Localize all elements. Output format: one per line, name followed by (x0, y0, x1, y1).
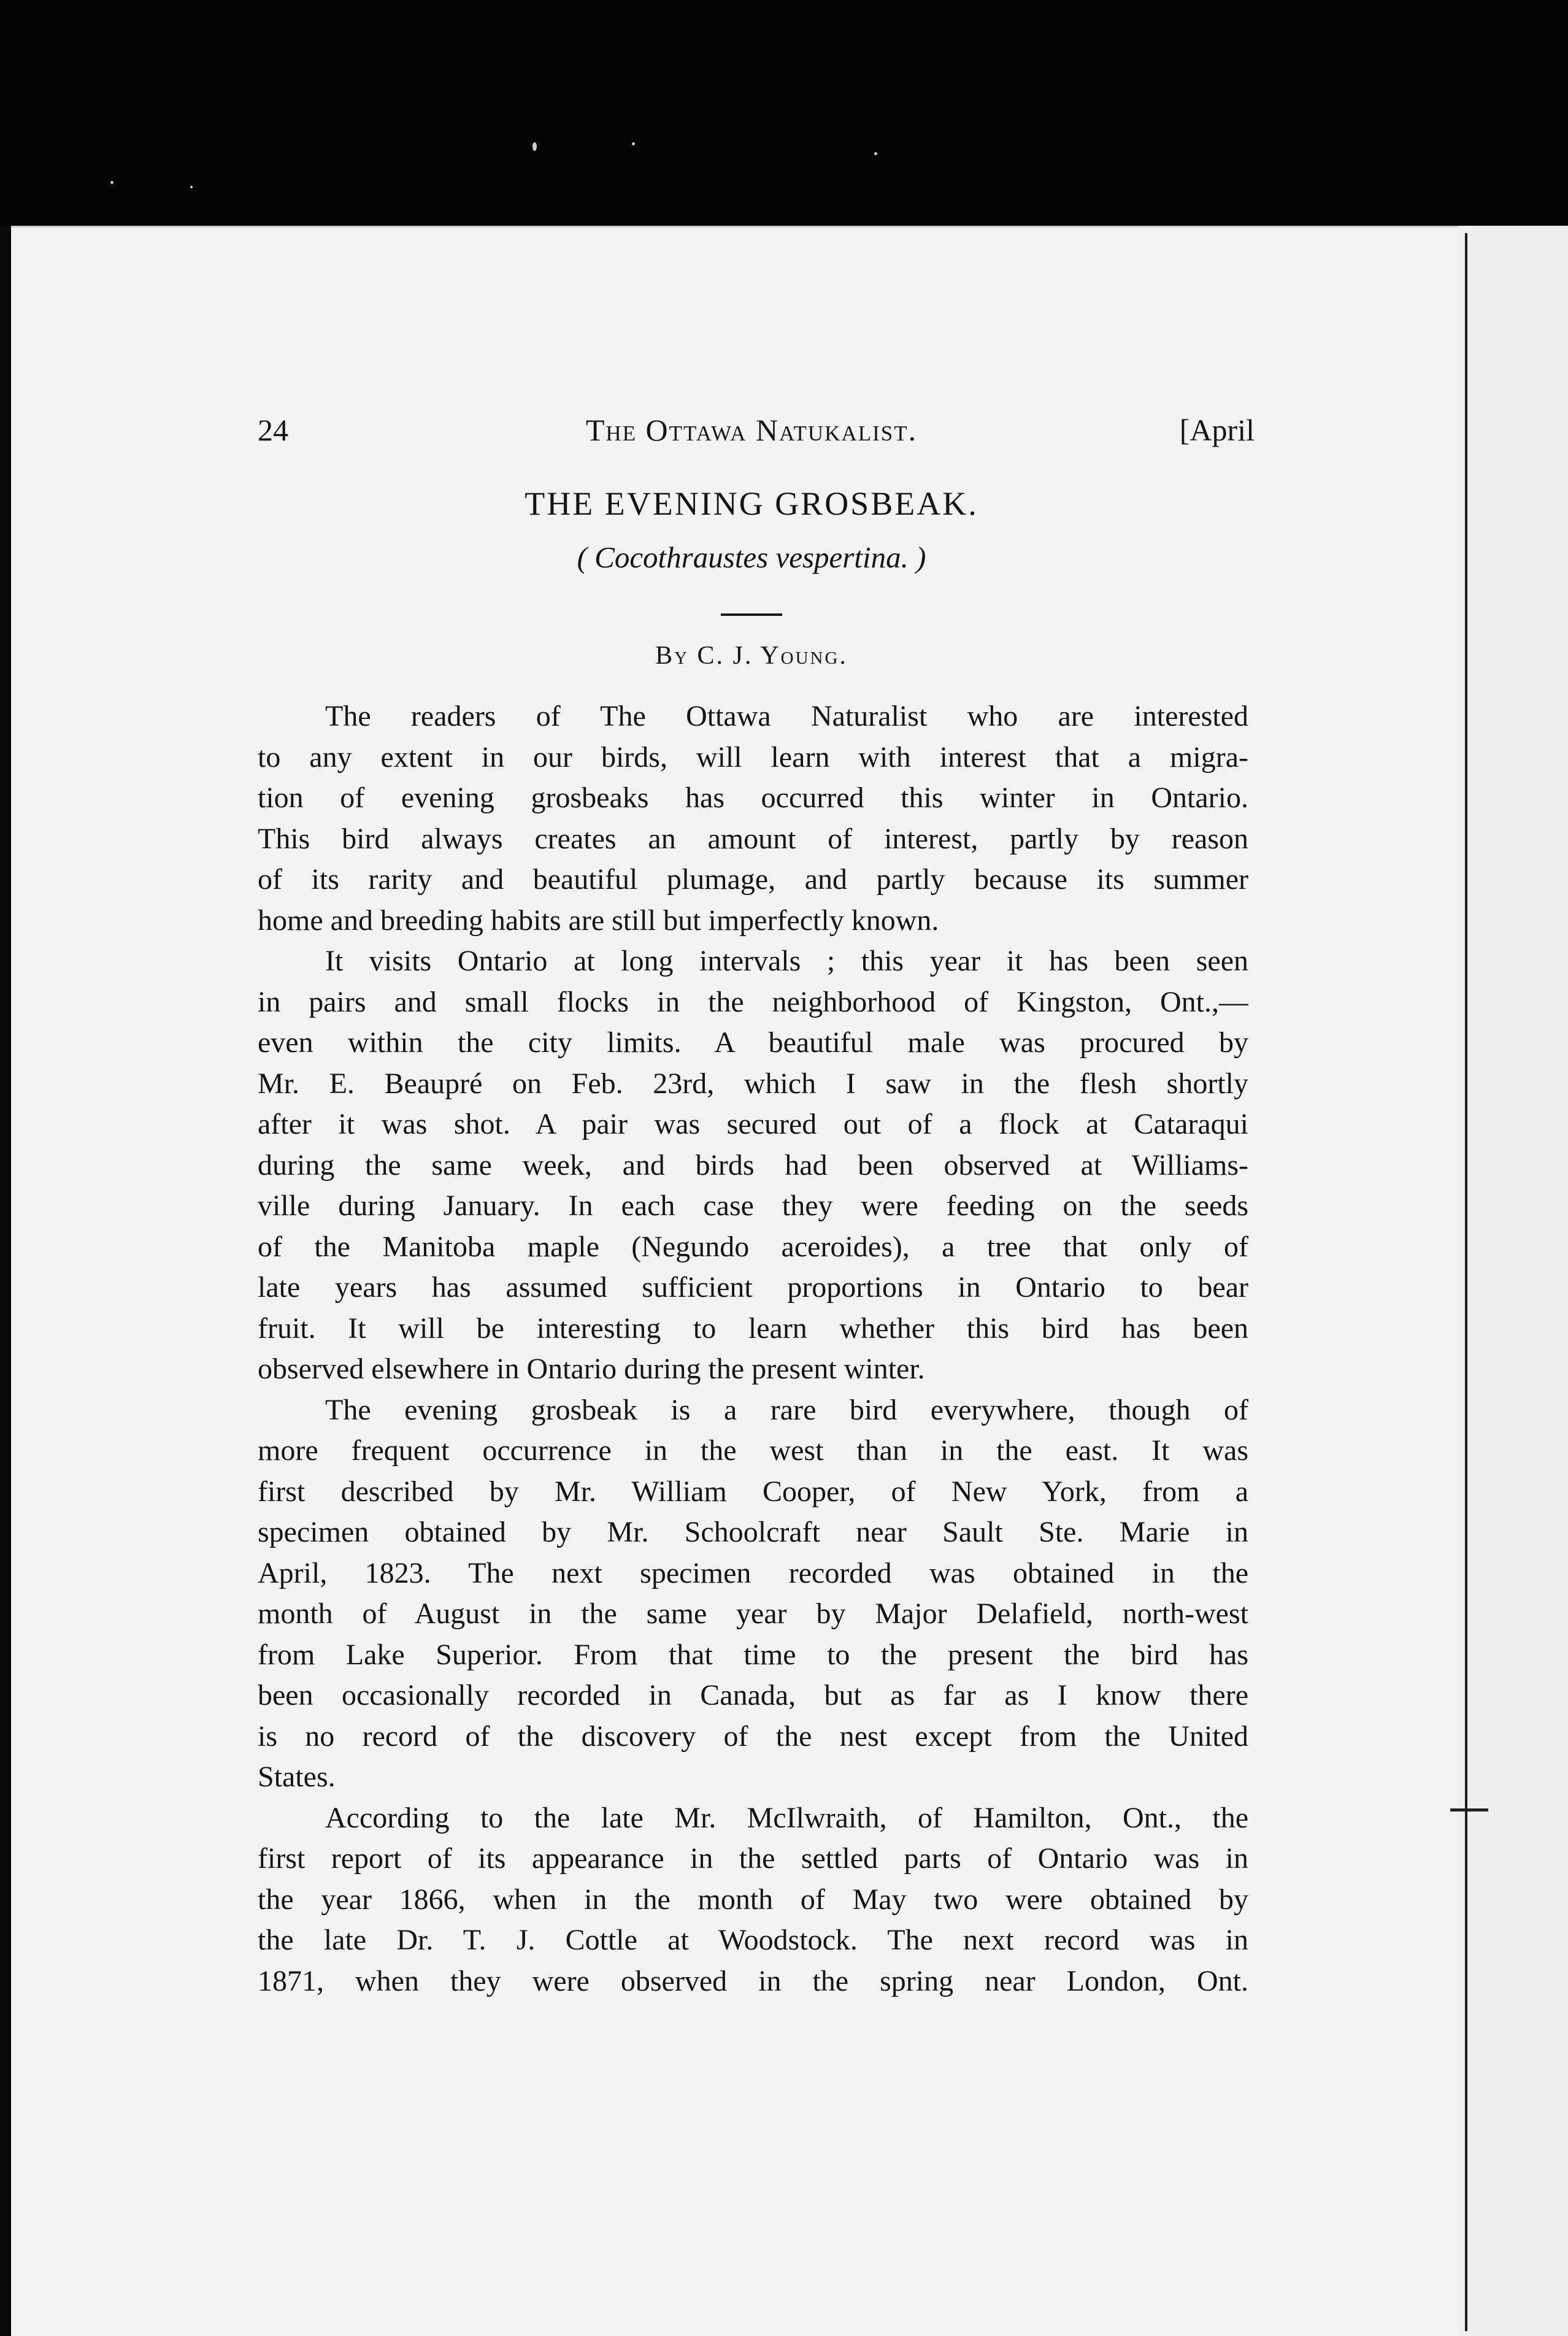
text-line: of its rarity and beautiful plumage, and partly because its summer (258, 863, 1248, 896)
text-line: tion of evening grosbeaks has occurred this winter in Ontario. (258, 782, 1248, 814)
text-line: month of August in the same year by Major Delafield, north-west (258, 1597, 1248, 1630)
scan-speck (532, 142, 537, 151)
text-line: The readers of The Ottawa Naturalist who are interested (325, 700, 1248, 732)
text-line: to any extent in our birds, will learn with interest that a migra- (258, 740, 1248, 774)
article-body (258, 696, 1248, 2002)
text-line: after it was shot. A pair was secured out of a flock at Cataraqui (258, 1108, 1248, 1140)
text-line: specimen obtained by Mr. Schoolcraft near Sault Ste. Marie in (258, 1516, 1248, 1548)
scan-speck (874, 152, 877, 155)
page-number: 24 (258, 413, 288, 447)
text-line: is no record of the discovery of the nest except from the United (258, 1719, 1248, 1753)
text-line: It visits Ontario at long intervals ; this year it has been seen (325, 945, 1248, 977)
gutter-notch (1450, 1808, 1488, 1812)
text-line: the year 1866, when in the month of May two were obtained by (258, 1883, 1248, 1916)
scan-speck (110, 181, 113, 184)
article-title: THE EVENING GROSBEAK. (525, 485, 978, 522)
text-line: Mr. E. Beaupré on Feb. 23rd, which I saw in the flesh shortly (258, 1067, 1248, 1100)
text-line: during the same week, and birds had been observed at Williams- (258, 1148, 1248, 1181)
gutter-line (1465, 233, 1467, 2331)
text-line: States. (258, 1761, 336, 1793)
title-rule (721, 613, 782, 616)
journal-title: The Ottawa Natukalist. (585, 413, 918, 447)
text-line: ville during January. In each case they were feeding on the seeds (258, 1189, 1248, 1222)
text-line: fruit. It will be interesting to learn whether this bird has been (258, 1312, 1248, 1345)
page-gutter (1458, 226, 1568, 2336)
text-line: the late Dr. T. J. Cottle at Woodstock. The next record was in (258, 1924, 1248, 1956)
text-line: even within the city limits. A beautiful male was procured by (258, 1026, 1248, 1059)
text-line: first report of its appearance in the settled parts of Ontario was in (258, 1842, 1248, 1875)
text-line: from Lake Superior. From that time to the present the bird has (258, 1638, 1248, 1671)
scan-speck (190, 186, 193, 188)
text-line: first described by Mr. William Cooper, of New York, from a (258, 1475, 1248, 1508)
running-month: [April (1179, 413, 1255, 447)
text-line: According to the late Mr. McIlwraith, of Hamilton, Ont., the (325, 1801, 1248, 1834)
text-line: This bird always creates an amount of interest, partly by reason (258, 822, 1248, 855)
text-line: home and breeding habits are still but imperfectly known. (258, 904, 939, 937)
text-line: been occasionally recorded in Canada, but as far as I know there (258, 1679, 1248, 1712)
text-line: in pairs and small flocks in the neighborhood of Kingston, Ont.,— (258, 985, 1248, 1018)
text-line: 1871, when they were observed in the spring near London, Ont. (258, 1964, 1248, 1997)
article-subtitle: ( Cocothraustes vespertina. ) (577, 540, 926, 574)
scan-background (0, 0, 1568, 227)
text-line: April, 1823. The next specimen recorded was obtained in the (258, 1556, 1248, 1589)
scan-speck (632, 142, 635, 145)
text-line: late years has assumed sufficient proportions in Ontario to bear (258, 1271, 1248, 1304)
text-line: of the Manitoba maple (Negundo aceroides), a tree that only of (258, 1230, 1248, 1263)
article-byline: By C. J. Young. (655, 642, 848, 670)
text-line: observed elsewhere in Ontario during the present winter. (258, 1353, 925, 1385)
text-line: The evening grosbeak is a rare bird everywhere, though of (325, 1393, 1248, 1426)
running-head (248, 412, 1255, 455)
text-line: more frequent occurrence in the west than in the east. It was (258, 1434, 1248, 1467)
